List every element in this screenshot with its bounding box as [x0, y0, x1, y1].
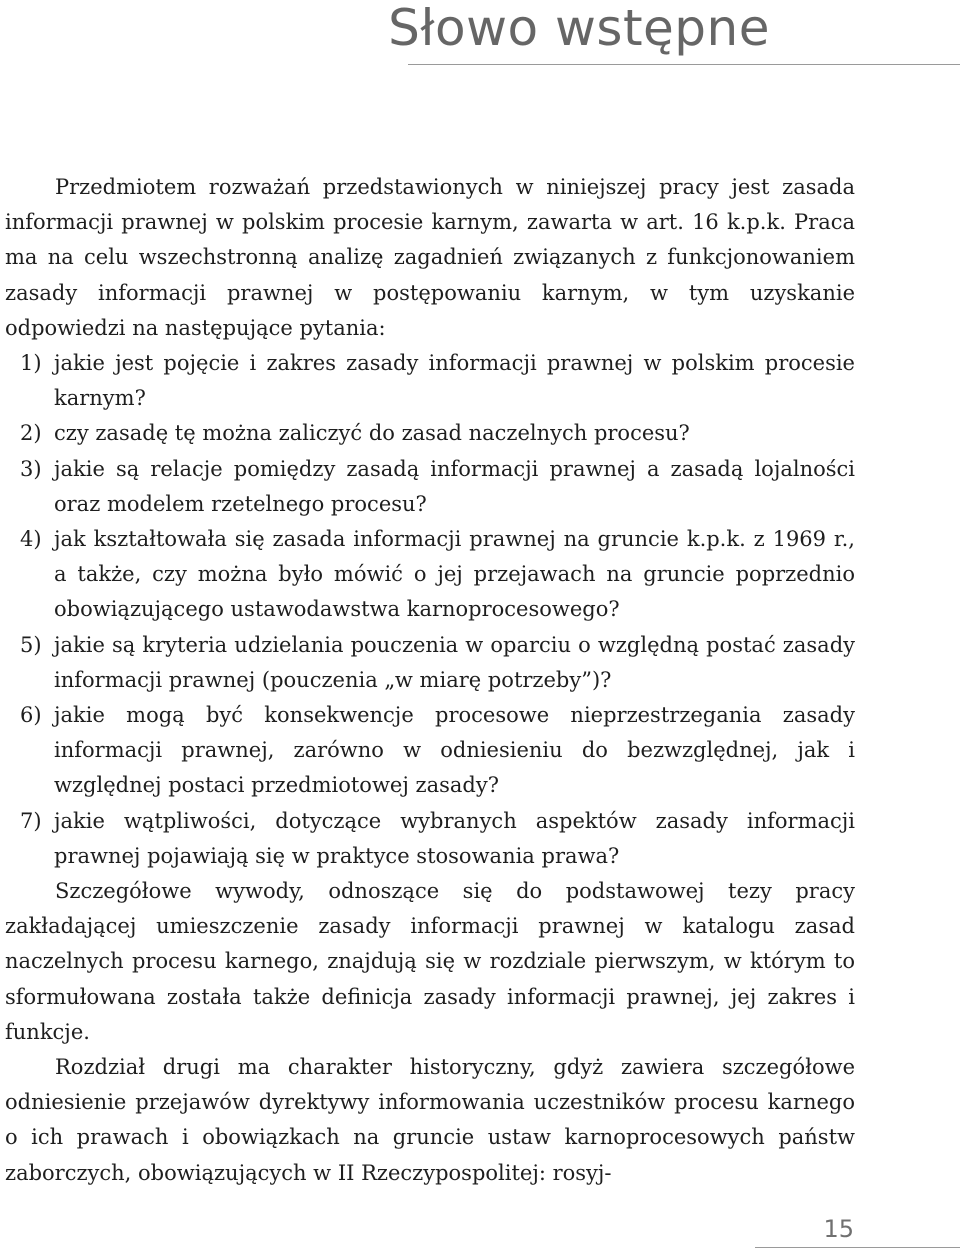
- page-title: Słowo wstępne: [388, 0, 770, 57]
- question-item-3: [5, 452, 855, 522]
- question-item-4: [5, 522, 855, 628]
- question-item-2: [5, 416, 855, 451]
- question-item-1: [5, 346, 855, 416]
- question-text: jakie mogą być konsekwencje procesowe nieprzestrzegania zasady informacji prawnej, zarówno w odniesieniu do bezwzględnej, jak i względnej postaci przedmiotowej zasady?: [54, 703, 855, 798]
- question-text: jakie są kryteria udzielania pouczenia w oparciu o względną postać zasady informacji prawnej (pouczenia „w miarę potrzeby”)?: [54, 632, 855, 692]
- question-list: [5, 346, 855, 874]
- question-text: jakie są relacje pomiędzy zasadą informacji prawnej a zasadą lojalności oraz modelem rzetelnego procesu?: [54, 456, 855, 516]
- question-number: 3): [20, 456, 42, 481]
- question-text: jakie jest pojęcie i zakres zasady informacji prawnej w polskim procesie karnym?: [54, 351, 855, 411]
- question-text: jak kształtowała się zasada informacji prawnej na gruncie k.p.k. z 1969 r., a także, czy można było mówić o jej przejawach na gruncie poprzednio obowiązującego ustawodawstwa karnoprocesowego?: [54, 527, 855, 622]
- paragraph-2: Szczegółowe wywody, odnoszące się do podstawowej tezy pracy zakładającej umieszczenie zasady informacji prawnej w katalogu zasad naczelnych procesu karnego, znajdują się w rozdziale pierwszym, w którym to sformułowana została także definicja zasady informacji prawnej, jej zakres i funkcje.: [5, 879, 855, 1044]
- question-number: 7): [20, 808, 42, 833]
- page-number-divider: [755, 1247, 960, 1248]
- question-item-5: [5, 628, 855, 698]
- question-number: 6): [20, 703, 42, 728]
- question-text: czy zasadę tę można zaliczyć do zasad naczelnych procesu?: [54, 421, 690, 446]
- question-item-6: [5, 698, 855, 804]
- page-number: 15: [823, 1215, 854, 1243]
- question-number: 1): [20, 351, 42, 376]
- question-number: 5): [20, 632, 42, 657]
- question-text: jakie wątpliwości, dotyczące wybranych aspektów zasady informacji prawnej pojawiają się w praktyce stosowania prawa?: [54, 808, 855, 868]
- paragraph-3: Rozdział drugi ma charakter historyczny, gdyż zawiera szczegółowe odniesienie przejawów dyrektywy informowania uczestników procesu karnego o ich prawach i obowiązkach na gruncie ustaw karnoprocesowych państw zaborczych, obowiązujących w II Rzeczypospolitej: rosyj-: [5, 1055, 855, 1185]
- intro-paragraph: Przedmiotem rozważań przedstawionych w niniejszej pracy jest zasada informacji prawnej w polskim procesie karnym, zawarta w art. 16 k.p.k. Praca ma na celu wszechstronną analizę zagadnień związanych z funkcjonowaniem zasady informacji prawnej w postępowaniu karnym, w tym uzyskanie odpowiedzi na następujące pytania:: [5, 175, 855, 340]
- question-number: 4): [20, 527, 42, 552]
- body-text: [5, 170, 855, 1191]
- question-number: 2): [20, 421, 42, 446]
- question-item-7: [5, 804, 855, 874]
- title-divider: [408, 64, 960, 65]
